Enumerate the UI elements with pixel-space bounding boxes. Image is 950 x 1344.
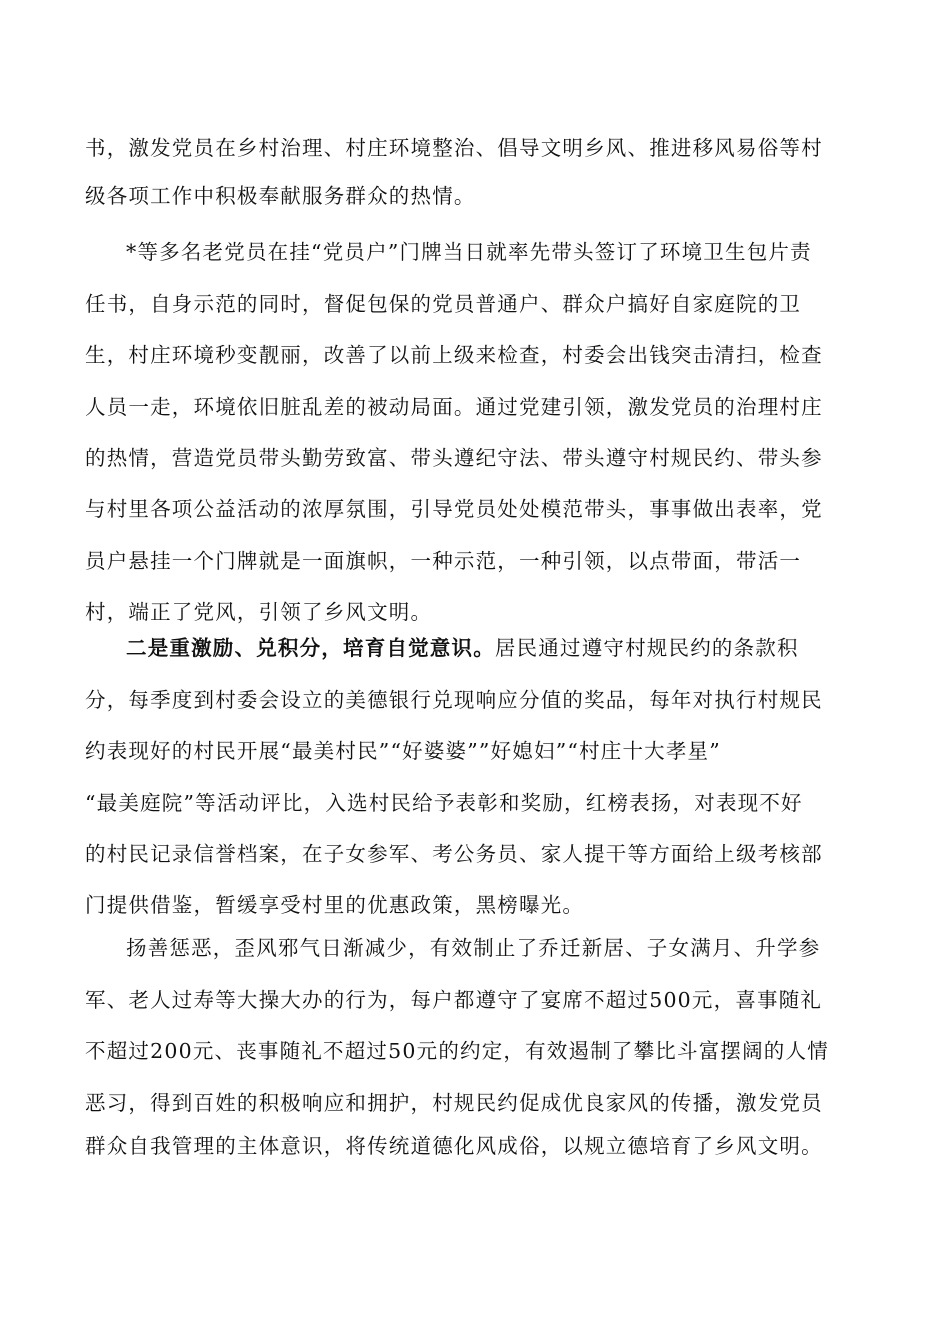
text-line: 人员一走，环境依旧脏乱差的被动局面。通过党建引领，激发党员的治理村庄 (85, 395, 823, 419)
text-line: 村，端正了党风，引领了乡风文明。 (85, 600, 433, 624)
text-line: 门提供借鉴，暂缓享受村里的优惠政策，黑榜曝光。 (85, 893, 585, 917)
text-line: 分，每季度到村委会设立的美德银行兑现响应分值的奖品，每年对执行村规民 (85, 688, 823, 712)
paragraph-first-line: *等多名老党员在挂“党员户”门牌当日就率先带头签订了环境卫生包片责 (126, 240, 812, 264)
text-line: 级各项工作中积极奉献服务群众的热情。 (85, 184, 476, 208)
paragraph-first-line: 扬善惩恶，歪风邪气日渐减少，有效制止了乔迁新居、子女满月、升学参 (126, 936, 821, 960)
text-line: 的热情，营造党员带头勤劳致富、带头遵纪守法、带头遵守村规民约、带头参 (85, 446, 823, 470)
text-line: 的村民记录信誉档案，在子女参军、考公务员、家人提干等方面给上级考核部 (85, 842, 823, 866)
text-line: 员户悬挂一个门牌就是一面旗帜，一种示范，一种引领，以点带面，带活一 (85, 549, 802, 573)
text-line: 不超过200元、丧事随礼不超过50元的约定，有效遏制了攀比斗富摆阔的人情 (85, 1039, 829, 1063)
text-line: 书，激发党员在乡村治理、村庄环境整治、倡导文明乡风、推进移风易俗等村 (85, 136, 823, 160)
text-line: 任书，自身示范的同时，督促包保的党员普通户、群众户搞好自家庭院的卫 (85, 292, 802, 316)
text-line: “最美庭院”等活动评比，入选村民给予表彰和奖励，红榜表扬，对表现不好 (85, 791, 803, 815)
text-line: 与村里各项公益活动的浓厚氛围，引导党员处处模范带头，事事做出表率，党 (85, 497, 823, 521)
section-text: 居民通过遵守村规民约的条款积 (494, 636, 799, 660)
paragraph-first-line (126, 633, 799, 663)
text-line: 约表现好的村民开展“最美村民”“好婆婆””好媳妇”“村庄十大孝星” (85, 739, 721, 763)
section-heading: 二是重激励、兑积分，培育自觉意识。 (126, 636, 495, 660)
text-line: 恶习，得到百姓的积极响应和拥护，村规民约促成优良家风的传播，激发党员 (85, 1091, 823, 1115)
text-line: 群众自我管理的主体意识，将传统道德化风成俗，以规立德培育了乡风文明。 (85, 1134, 823, 1158)
text-line: 生，村庄环境秒变靓丽，改善了以前上级来检查，村委会出钱突击清扫，检查 (85, 343, 823, 367)
text-line: 军、老人过寿等大操大办的行为，每户都遵守了宴席不超过500元，喜事随礼 (85, 988, 823, 1012)
